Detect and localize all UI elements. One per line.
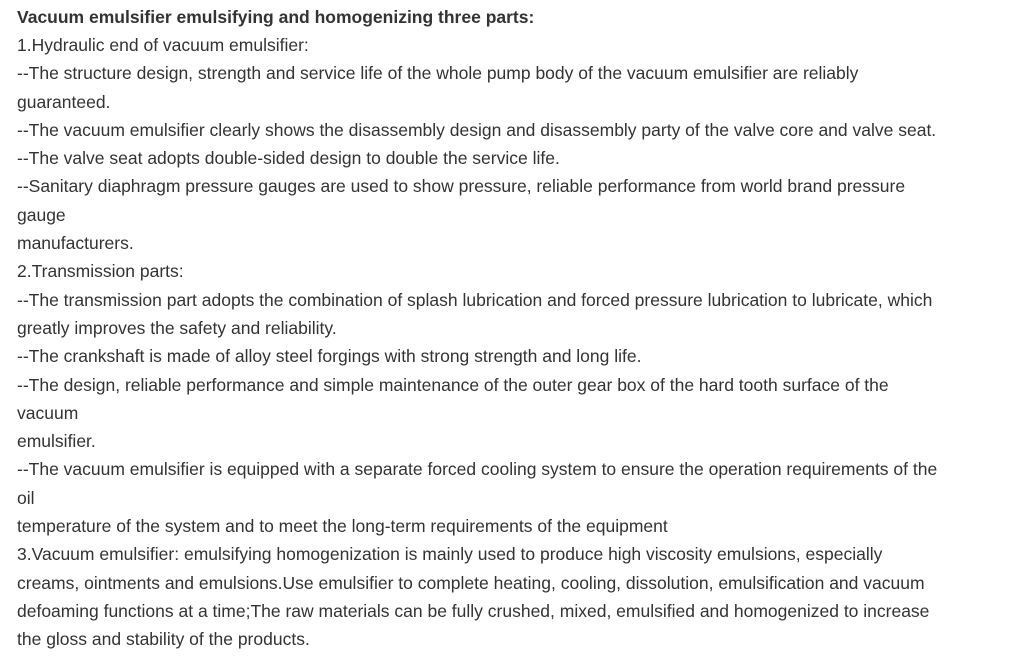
text-line: greatly improves the safety and reliability.: [17, 317, 337, 338]
text-line: --The design, reliable performance and simple maintenance of the outer gear box of the hard tooth surface of the: [17, 374, 889, 395]
text-line: guaranteed.: [17, 91, 111, 112]
text-line: oil: [17, 487, 35, 508]
document-title: Vacuum emulsifier emulsifying and homogenizing three parts:: [17, 7, 535, 27]
text-line: emulsifier.: [17, 431, 96, 452]
text-line: --The crankshaft is made of alloy steel forgings with strong strength and long life.: [17, 346, 642, 367]
text-line: the gloss and stability of the products.: [17, 629, 310, 650]
text-line: --The vacuum emulsifier clearly shows the disassembly design and disassembly party of the valve core and valve seat.: [17, 119, 937, 140]
text-line: creams, ointments and emulsions.Use emulsifier to complete heating, cooling, dissolution, emulsification and vacuum: [17, 572, 925, 593]
text-line: manufacturers.: [17, 233, 134, 254]
text-line: --Sanitary diaphragm pressure gauges are used to show pressure, reliable performance from world brand pressure: [17, 176, 906, 197]
text-line: defoaming functions at a time;The raw materials can be fully crushed, mixed, emulsified and homogenized to increase: [17, 600, 930, 621]
text-line: --The vacuum emulsifier is equipped with a separate forced cooling system to ensure the operation requirements of the: [17, 459, 938, 480]
text-line: --The valve seat adopts double-sided design to double the service life.: [17, 148, 560, 169]
text-line: 1.Hydraulic end of vacuum emulsifier:: [17, 35, 309, 55]
text-line: 3.Vacuum emulsifier: emulsifying homogenization is mainly used to produce high viscosity emulsions, especially: [17, 544, 883, 565]
text-line: gauge: [17, 204, 66, 225]
text-line: --The transmission part adopts the combination of splash lubrication and forced pressure lubrication to lubricate, which: [17, 289, 933, 310]
text-line: 2.Transmission parts:: [17, 261, 184, 282]
text-line: vacuum: [17, 402, 79, 423]
text-line: temperature of the system and to meet the long-term requirements of the equipment: [17, 516, 668, 537]
text-line: --The structure design, strength and service life of the whole pump body of the vacuum emulsifier are reliably: [17, 63, 859, 84]
